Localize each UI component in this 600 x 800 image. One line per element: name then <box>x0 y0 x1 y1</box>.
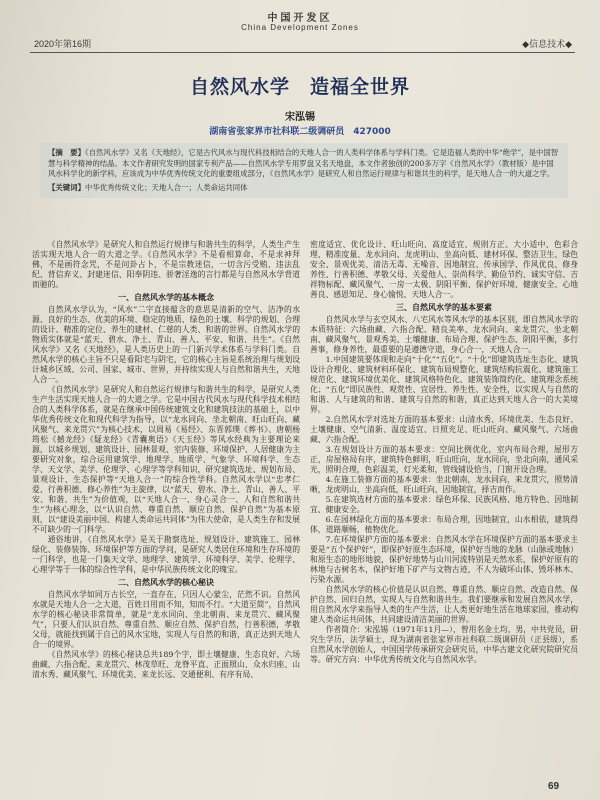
abstract-box <box>40 143 568 198</box>
header-divider <box>30 52 575 53</box>
paragraph: 自然风水学与玄空风水、八宅风水等风水学的基本区别，即自然风水学的本质特征：六场曲藏、六指合配、精良美率、龙水同向、来龙贯穴、坐北朝南、藏风聚气、景观秀美、土壤健康、布局合理、保护生态、阴阳平衡，多行善事，修身养性，最重要的是遵德守道，身心合一，天地人合一。 <box>310 315 578 354</box>
issue-number: 2020年第16期 <box>34 39 92 49</box>
list-item: 2.自然风水学对选址方面的基本要求：山清水秀、环境优美、生态良好、土壤健康、空气清新、温度适宜、日照充足、旺山旺向、藏风聚气、六场曲藏、六指合配。 <box>310 415 578 444</box>
keywords-label: 【关键词】 <box>48 182 85 192</box>
abstract-text: 《自然风水学》又名《天地经》，它是古代风水与现代科技相结合的天地人合一的人类科学体系与学科门类。它是造福人类的中华“绝学”，是中国智慧与科学精神的结晶。本文作者研究发明的国家专利产品——自然风水学专用罗盘又名天地盘，本文作者独创的200多万字《自然风水学》（教材版）是中国风水科学化的新学科，应该成为中华优秀传统文化的重要组成部分，《自然风水学》是研究人和自然运行规律与和谐共生的科学，是天地人合一的大道之学。 <box>48 148 559 179</box>
paragraph: 《自然风水学》是研究人和自然运行规律与和谐共生的科学，人类生产生活实现天地人合一的大道之学。《自然风水学》不是看相算命，不是求神拜佛，不是画符念咒，不是问卦占卜，不是宗教迷信，一切含污受贿、违法乱纪、背信弃义、封建迷信、阳奉阴违、骄奢淫逸的言行都是与自然风水学背道而驰的。 <box>32 240 300 289</box>
author-bio: 作者简介：宋泓锡（1971年11月—），曾用名金土均，男，中共党员，研究生学历，法学硕士，现为湖南省张家界市社科联二级调研员（正县级），系自然风水学创始人，中国国学传承研究会研究员，中华古建文化研究院研究员等。研究方向：中华优秀传统文化与自然风水学。 <box>310 625 578 664</box>
list-item: 4.在施工装修方面的基本要求：坐北朝南，龙水同向，来龙贯穴，照势清晰，龙虎明山，坐高向低，旺山旺向，因地制宜，择吉而作。 <box>310 475 578 494</box>
journal-name-cn: 中国开发区 <box>267 13 333 24</box>
paragraph: 通俗地讲，《自然风水学》是关于勘察选址、规划设计、建筑施工、园林绿化、装修装饰、环境保护等方面的学问，是研究人类居住环境和生存环境的一门科学，也是一门集天文学、地理学、建筑学、环境科学、美学、伦理学、心理学等于一体的综合性学科，是中华民族传统文化的瑰宝。 <box>32 535 300 574</box>
journal-name-en: China Development Zones <box>241 23 359 32</box>
paragraph: 密度适宜、优化设计、旺山旺向、高度适宜、规则方正、大小适中、色彩合理、精准度量、龙水同向、龙虎明山、坐高向低、建材环保、整洁卫生、绿色安全、景观优美、清洁无毒、无噪音、因地制宜、传承国学、作风优良、修身养性、行善积德、孝敬父母、关爱他人、崇尚科学、勤俭节约、诚实守信、吉祥物标配、藏风聚气、一房一太极、阴阳平衡、保护好环境、健康安全、心地善良、感恩知足、身心愉悦、天地人合一。 <box>310 240 578 299</box>
abstract <box>48 148 560 180</box>
list-item: 6.在园林绿化方面的基本要求：布局合理，因地制宜，山水相依，建筑得体，道路顺畅，植物优化。 <box>310 515 578 534</box>
abstract-label: 【摘 要】 <box>48 148 85 157</box>
keywords <box>48 183 560 194</box>
section-heading: 三、自然风水学的基本要素 <box>396 303 492 312</box>
paragraph: 《自然风水学》是研究人和自然运行规律与和谐共生的科学，是研究人类生产生活实现天地人合一的大道之学。它是中国古代风水与现代科学技术相结合的人类科学体系，就是在继承中国传统建筑文化和建筑技法的基础上，以中华优秀传统文化和现代科学为指导，以“龙水同向、坐北朝南、旺山旺向、藏风聚气、来龙贯穴”为核心技术，以周易《易经》、东晋郭璞《葬书》、唐朝杨筠松《撼龙经》《疑龙经》《青囊奥语》《天玉经》等风水经典为主要理论来源，以城乡规划、建筑设计、园林景观、室内装修、环境保护、人居健康为主要研究对象，综合运用建筑学、地理学、地质学、气象学、环境科学、生态学、天文学、美学、伦理学、心理学等学科知识，研究建筑选址、规划布局、景观设计、生态保护等“天地人合一”的综合性学科。自然风水学以“忠孝仁爱、行善积德、修心养性”为主旋律，以“蓝天、碧水、净土、青山、善人、平安、和谐、共生”为价值观，以“天地人合一、身心灵合一、人和自然和谐共生”为核心理念，以“认识自然、尊重自然、顺应自然、保护自然”为基本原则，以“建设美丽中国、构建人类命运共同体”为伟大使命，是人类生存和发展不可缺少的一门科学。 <box>32 385 300 534</box>
list-item: 5.在建筑选材方面的基本要求：绿色环保、民族风格、地方特色、因地制宜、健康安全。 <box>310 495 578 514</box>
keywords-text: 中华优秀传统文化；天地人合一；人类命运共同体 <box>84 182 248 192</box>
list-item: 7.在环境保护方面的基本要求：自然风水学在环境保护方面的基本要求主要是“五个保护好”，即保护好原生态环境，保护好当地的龙脉（山脉或地脉）和原生态的地形地貌，保护好地势与山川河流特别是天然水系，保护好原有的林地与古树名木，保护好地下矿产与文物古迹，不人为破坏山体、毁坏林木、污染水源。 <box>310 535 578 584</box>
article-title: 自然风水学 造福全世界 <box>189 76 410 98</box>
section-heading: 一、自然风水学的基本概念 <box>118 293 214 302</box>
section-heading: 二、自然风水学的核心秘诀 <box>118 578 214 587</box>
list-item: 1.中国建筑要体现和走向“十化”“五化”。“十化”即建筑选址生态化、建筑设计合理化、建筑材料环保化、建筑布局规整化、建筑结构抗震化、建筑施工规范化、建筑环境优美化、建筑风格特色化、建筑装饰简约化、建筑理念系统化；“五化”即民族性、观赏性、宜居性、养生性、安全性，以实现人与自然的和谐、人与建筑的和谐、建筑与自然的和谐，真正达到天地人合一的大美境界。 <box>310 355 578 414</box>
paragraph: 《自然风水学》的核心秘诀总共189个字，即土壤健康、生态良好、六场曲藏、六指合配、来龙贯穴、林茂草旺、龙脊平直、正面照山、众水归座、山清水秀、藏风聚气、环境优美、来龙长远、交通便利、有序有局、 <box>32 650 300 679</box>
left-column <box>32 240 300 776</box>
section-label: ◆信息技术◆ <box>522 40 572 50</box>
list-item: 3.在规划设计方面的基本要求：空间比例优化，室内布局合理，屋形方正，房屋格局有序，建筑特色鲜明，旺山旺向，龙水同向，坐北向南，通风采光，照明合理，色彩温美，灯光柔和，管线铺设恰当，门窗开设合理。 <box>310 445 578 474</box>
page-number: 69 <box>548 781 560 792</box>
paragraph: 自然风水学如同万古长空，一直存在，只因人心蒙尘，茫然不识。自然风水就是天地人合一之大道，百姓日用而不知，知而不行。“大道至简”，自然风水学的核心秘诀非常简单，就是“龙水同向、坐北朝南、来龙贯穴、藏风聚气”，只要人们认识自然、尊重自然、顺应自然、保护自然，行善积德，孝敬父母，就能找到属于自己的风水宝地，实现人与自然的和谐，真正达到天地人合一的境界。 <box>32 590 300 649</box>
article-author: 宋泓锡 <box>285 112 315 123</box>
paragraph: 自然风水学的核心价值是认识自然、尊重自然、顺应自然、改造自然、保护自然、回归自然，实现人与自然和谐共生。我们要继承和发展自然风水学，用自然风水学来指导人类的生产生活，让人类更好地生活在地球家园，推动构建人类命运共同体，共同建设清洁美丽的世界。 <box>310 585 578 624</box>
paragraph: 自然风水学认为，“风水”二字直接蕴含的意思是清新的空气、洁净的水源、良好的生态、优美的环境、稳定的地质、绿色的土壤、科学的规划、合理的设计、精准的定位、养生的建材、仁慈的人类、和谐的世界。自然风水学的物质实体就是“蓝天、碧水、净土、青山、善人、平安、和谐、共生”。《自然风水学》又名《天地经》，是人类历史上的一门新兴学术体系与学科门类。自然风水学的核心主旨不只是看阳宅与阴宅，它的核心主旨是系统治理与规划设计城乡区域、公司、国家、城市、世界，并持续实现人与自然和谐共生，天地人合一。 <box>32 305 300 384</box>
right-column <box>310 240 578 776</box>
author-affiliation: 湖南省张家界市社科联二级调研员 427000 <box>209 127 391 137</box>
